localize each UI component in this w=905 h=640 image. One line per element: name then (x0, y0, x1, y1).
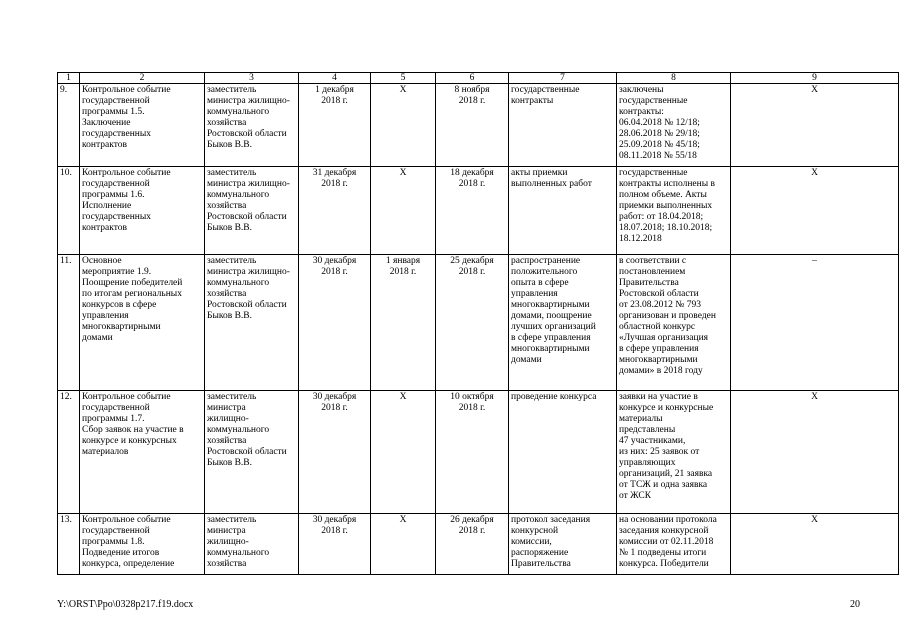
fact-start-cell: Х (371, 84, 436, 167)
responsible-cell: заместитель министра жилищно- коммунального хозяйства (205, 514, 299, 575)
column-number: 9 (731, 73, 899, 84)
row-number: 10. (58, 167, 80, 255)
event-cell: Основное мероприятие 1.9. Поощрение победителей по итогам региональных конкурсов в сфере управления многоквартирными домами (80, 255, 205, 391)
notes-cell: в соответствии с постановлением Правительства Ростовской области от 23.08.2012 № 793 организован и проведен областной конкурс «Лучшая организация в сфере управления многоквартирными домами» в 2018 году (617, 255, 731, 391)
event-cell: Контрольное событие государственной программы 1.8. Подведение итогов конкурса, определение (80, 514, 205, 575)
table-row (58, 255, 899, 391)
plan-end-cell: 31 декабря 2018 г. (299, 167, 371, 255)
result-cell: проведение конкурса (509, 391, 617, 514)
plan-end-cell: 30 декабря 2018 г. (299, 255, 371, 391)
responsible-cell: заместитель министра жилищно- коммунального хозяйства Ростовской области Быков В.В. (205, 84, 299, 167)
responsible-cell: заместитель министра жилищно- коммунального хозяйства Ростовской области Быков В.В. (205, 167, 299, 255)
row-number: 13. (58, 514, 80, 575)
column-number: 7 (509, 73, 617, 84)
column-number: 3 (205, 73, 299, 84)
notes-cell: заявки на участие в конкурсе и конкурсные материалы представлены 47 участниками, из них: 25 заявок от управляющих организаций, 21 заявка от ТСЖ и одна заявка от ЖСК (617, 391, 731, 514)
responsible-cell: заместитель министра жилищно- коммунального хозяйства Ростовской области Быков В.В. (205, 255, 299, 391)
notes-cell: заключены государственные контракты: 06.04.2018 № 12/18; 28.06.2018 № 29/18; 25.09.2018 № 45/18; 08.11.2018 № 55/18 (617, 84, 731, 167)
notes-cell: на основании протокола заседания конкурсной комиссии от 02.11.2018 № 1 подведены итоги конкурса. Победители (617, 514, 731, 575)
column-number: 8 (617, 73, 731, 84)
file-path: Y:\ORST\Ppo\0328p217.f19.docx (57, 599, 194, 610)
table-row (58, 84, 899, 167)
plan-end-cell: 30 декабря 2018 г. (299, 391, 371, 514)
table-row (58, 167, 899, 255)
column9-cell: Х (731, 167, 899, 255)
fact-end-cell: 8 ноября 2018 г. (436, 84, 509, 167)
fact-start-cell: Х (371, 514, 436, 575)
responsible-cell: заместитель министра жилищно- коммунального хозяйства Ростовской области Быков В.В. (205, 391, 299, 514)
plan-end-cell: 30 декабря 2018 г. (299, 514, 371, 575)
table-row (58, 514, 899, 575)
fact-end-cell: 10 октября 2018 г. (436, 391, 509, 514)
result-cell: государственные контракты (509, 84, 617, 167)
fact-start-cell: Х (371, 391, 436, 514)
table-row (58, 391, 899, 514)
column-number: 4 (299, 73, 371, 84)
result-cell: акты приемки выполненных работ (509, 167, 617, 255)
column-number: 1 (58, 73, 80, 84)
result-cell: распространение положительного опыта в сфере управления многоквартирными домами, поощрение лучших организаций в сфере управления многоквартирными домами (509, 255, 617, 391)
column-number: 5 (371, 73, 436, 84)
column9-cell: – (731, 255, 899, 391)
plan-end-cell: 1 декабря 2018 г. (299, 84, 371, 167)
fact-start-cell: 1 января 2018 г. (371, 255, 436, 391)
event-cell: Контрольное событие государственной программы 1.6. Исполнение государственных контрактов (80, 167, 205, 255)
row-number: 9. (58, 84, 80, 167)
column-number: 2 (80, 73, 205, 84)
column9-cell: Х (731, 514, 899, 575)
fact-start-cell: Х (371, 167, 436, 255)
report-table (57, 72, 899, 575)
fact-end-cell: 18 декабря 2018 г. (436, 167, 509, 255)
column-numbers-row (58, 73, 899, 84)
notes-cell: государственные контракты исполнены в полном объеме. Акты приемки выполненных работ: от 18.04.2018; 18.07.2018; 18.10.2018; 18.12.2018 (617, 167, 731, 255)
column9-cell: Х (731, 84, 899, 167)
fact-end-cell: 26 декабря 2018 г. (436, 514, 509, 575)
page-number: 20 (850, 599, 860, 610)
result-cell: протокол заседания конкурсной комиссии, распоряжение Правительства (509, 514, 617, 575)
event-cell: Контрольное событие государственной программы 1.7. Сбор заявок на участие в конкурсе и конкурсных материалов (80, 391, 205, 514)
column9-cell: Х (731, 391, 899, 514)
row-number: 11. (58, 255, 80, 391)
column-number: 6 (436, 73, 509, 84)
fact-end-cell: 25 декабря 2018 г. (436, 255, 509, 391)
event-cell: Контрольное событие государственной программы 1.5. Заключение государственных контрактов (80, 84, 205, 167)
row-number: 12. (58, 391, 80, 514)
